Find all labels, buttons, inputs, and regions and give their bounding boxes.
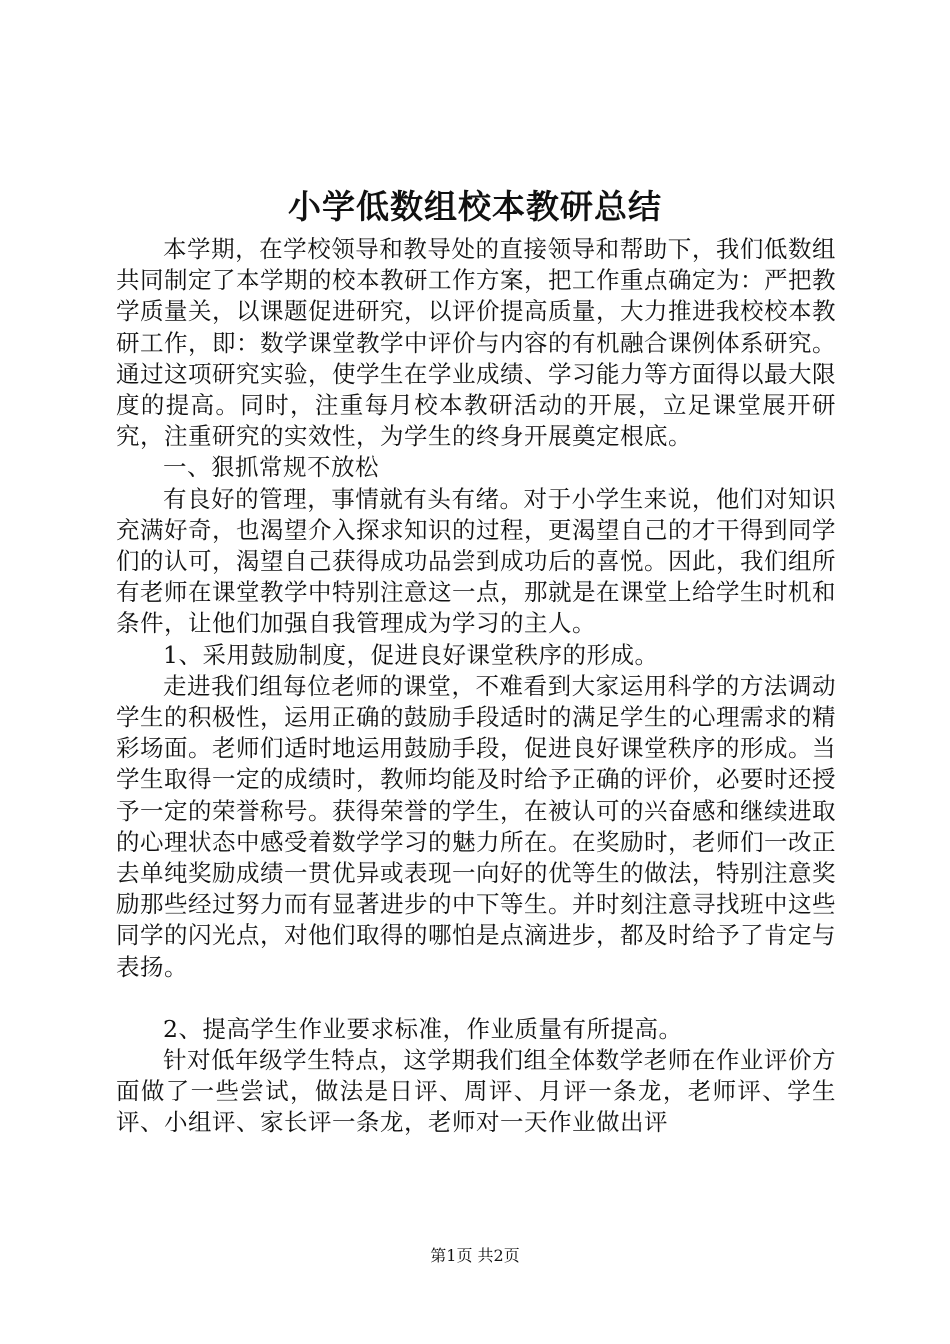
- subsection-heading-2: 2、提高学生作业要求标准，作业质量有所提高。: [163, 1014, 683, 1043]
- paragraph-section-1: 有良好的管理，事情就有头有绪。对于小学生来说，他们对知识充满好奇，也渴望介入探求知识的过程，更渴望自己的才干得到同学们的认可，渴望自己获得成功品尝到成功后的喜悦。因此，我们组所有老师在课堂教学中特别注意这一点，那就是在课堂上给学生时机和条件，让他们加强自我管理成为学习的主人。: [116, 484, 836, 638]
- document-body: [116, 234, 836, 1139]
- section-heading-1: 一、狠抓常规不放松: [163, 453, 379, 482]
- paragraph-subsection-2: 针对低年级学生特点，这学期我们组全体数学老师在作业评价方面做了一些尝试，做法是日评、周评、月评一条龙，老师评、学生评、小组评、家长评一条龙，老师对一天作业做出评: [116, 1046, 836, 1137]
- page-footer: 第1页 共2页: [430, 1246, 520, 1265]
- paragraph-subsection-1: 走进我们组每位老师的课堂，不难看到大家运用科学的方法调动学生的积极性，运用正确的鼓励手段适时的满足学生的心理需求的精彩场面。老师们适时地运用鼓励手段，促进良好课堂秩序的形成。当学生取得一定的成绩时，教师均能及时给予正确的评价，必要时还授予一定的荣誉称号。获得荣誉的学生，在被认可的兴奋感和继续进取的心理状态中感受着数学学习的魅力所在。在奖励时，老师们一改正去单纯奖励成绩一贯优异或表现一向好的优等生的做法，特别注意奖励那些经过努力而有显著进步的中下等生。并时刻注意寻找班中这些同学的闪光点，对他们取得的哪怕是点滴进步，都及时给予了肯定与表扬。: [116, 671, 836, 981]
- document-title: 小学低数组校本教研总结: [288, 187, 662, 226]
- subsection-heading-1: 1、采用鼓励制度，促进良好课堂秩序的形成。: [163, 640, 659, 669]
- paragraph-intro: 本学期，在学校领导和教导处的直接领导和帮助下，我们低数组共同制定了本学期的校本教研工作方案，把工作重点确定为：严把教学质量关，以课题促进研究，以评价提高质量，大力推进我校校本教研工作，即：数学课堂教学中评价与内容的有机融合课例体系研究。通过这项研究实验，使学生在学业成绩、学习能力等方面得以最大限度的提高。同时，注重每月校本教研活动的开展，立足课堂展开研究，注重研究的实效性，为学生的终身开展奠定根底。: [116, 235, 836, 451]
